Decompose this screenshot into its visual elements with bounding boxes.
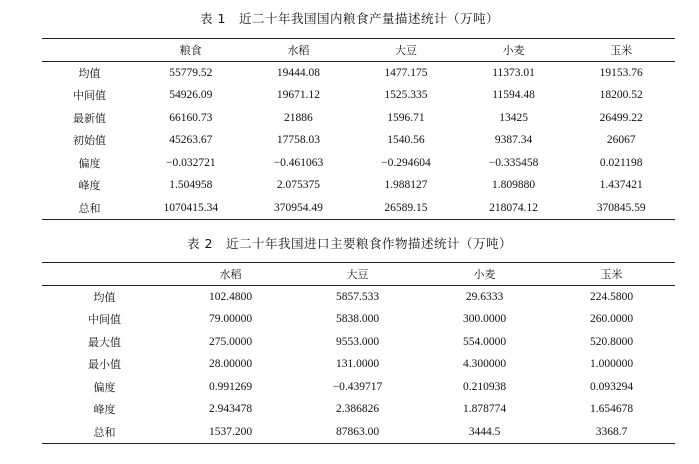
- row-label: 初始值: [73, 134, 106, 148]
- table-cell: −0.335458: [488, 156, 539, 169]
- row-label: 偏度: [93, 380, 116, 394]
- table-cell: 1525.335: [384, 89, 428, 102]
- table-cell: 300.0000: [462, 313, 507, 326]
- table-cell: 0.093294: [589, 380, 634, 393]
- table-row: [42, 197, 675, 220]
- table-cell: 45263.67: [169, 134, 213, 147]
- table-row: [42, 353, 675, 376]
- table-cell: 28.00000: [208, 358, 253, 371]
- table-cell: 11594.48: [492, 89, 535, 102]
- table-cell: 1.988127: [384, 179, 428, 192]
- table-cell: 1.504958: [169, 179, 213, 192]
- table-cell: 26067: [606, 134, 636, 147]
- table-cell: 11373.01: [492, 67, 535, 79]
- row-label: 最小值: [88, 358, 121, 372]
- table-cell: 13425: [499, 111, 528, 124]
- table-row: [42, 84, 675, 107]
- table-row: [42, 107, 675, 130]
- table1-column-header: 玉米: [567, 39, 675, 62]
- table-row: [42, 398, 675, 421]
- table1-corner-cell: [42, 39, 137, 62]
- table-cell: 17758.03: [276, 134, 320, 147]
- row-label: 峰度: [78, 179, 101, 193]
- table-cell: −0.461063: [273, 156, 324, 169]
- table2: [42, 262, 675, 444]
- table-cell: 66160.73: [169, 111, 213, 124]
- table-cell: 3368.7: [548, 421, 675, 444]
- table2-header-row: [42, 263, 675, 286]
- table2-corner-cell: [42, 263, 167, 286]
- table-cell: 102.4800: [208, 291, 253, 303]
- table1-header-row: [42, 39, 675, 62]
- table-cell: 3444.5: [421, 421, 548, 444]
- row-label: 最新值: [73, 111, 106, 125]
- table2-caption: 表 2 近二十年我国进口主要粮食作物描述统计（万吨）: [187, 236, 512, 251]
- table-cell: 0.021198: [599, 156, 643, 169]
- table-cell: 26499.22: [599, 111, 643, 124]
- table-cell: 5857.533: [335, 291, 380, 303]
- table-cell: 1.878774: [462, 403, 507, 416]
- table2-body: [42, 286, 675, 444]
- table-cell: 1070415.34: [137, 197, 245, 220]
- table-row: [42, 421, 675, 444]
- table-cell: 26589.15: [352, 197, 460, 220]
- table-cell: 1540.56: [387, 134, 425, 147]
- table1-header: [42, 39, 675, 62]
- table-cell: 4.300000: [462, 358, 507, 371]
- table-cell: 554.0000: [462, 335, 507, 348]
- table-cell: 1.000000: [589, 358, 634, 371]
- table-cell: 0.210938: [462, 380, 507, 393]
- table-cell: 131.0000: [335, 358, 380, 371]
- table-cell: 2.075375: [276, 179, 320, 192]
- table-cell: −0.294604: [381, 156, 431, 169]
- table-cell: 19671.12: [276, 89, 320, 102]
- table2-header: [42, 263, 675, 286]
- table2-column-header: 大豆: [294, 263, 421, 286]
- table-cell: 19444.08: [276, 67, 320, 79]
- table2-column-header: 小麦: [421, 263, 548, 286]
- table-cell: 9553.000: [335, 335, 380, 348]
- table1-column-header: 水稻: [245, 39, 353, 62]
- table-cell: 5838.000: [335, 313, 380, 326]
- table-row: [42, 286, 675, 309]
- row-label: 偏度: [78, 156, 101, 170]
- table2-column-header: 水稻: [167, 263, 294, 286]
- table-row: [42, 308, 675, 331]
- table-cell: 54926.09: [169, 89, 213, 102]
- row-label: 中间值: [88, 313, 121, 327]
- table-cell: 1477.175: [384, 67, 428, 79]
- table-cell: 275.0000: [208, 335, 253, 348]
- table-cell: 21886: [284, 111, 313, 124]
- row-label: 总和: [42, 421, 167, 444]
- table-row: [42, 174, 675, 197]
- table-row: [42, 331, 675, 354]
- table-cell: 0.991269: [208, 380, 253, 393]
- table2-column-header: 玉米: [548, 263, 675, 286]
- table-row: [42, 376, 675, 399]
- table1-caption: 表 1 近二十年我国国内粮食产量描述统计（万吨）: [200, 11, 499, 26]
- row-label: 峰度: [93, 403, 116, 417]
- table-row: [42, 62, 675, 85]
- row-label: 均值: [78, 67, 101, 80]
- row-label: 中间值: [73, 89, 106, 103]
- table-row: [42, 129, 675, 152]
- table-cell: −0.439717: [332, 380, 383, 393]
- table-cell: 1596.71: [387, 111, 425, 124]
- table-cell: 2.943478: [208, 403, 253, 416]
- table-cell: 1.809880: [492, 179, 536, 192]
- table-cell: −0.032721: [165, 156, 216, 169]
- table1-column-header: 小麦: [460, 39, 568, 62]
- table1-column-header: 大豆: [352, 39, 460, 62]
- table-cell: 18200.52: [599, 89, 643, 102]
- table-cell: 9387.34: [494, 134, 533, 147]
- table-cell: 55779.52: [169, 67, 213, 79]
- table-cell: 29.6333: [465, 291, 504, 303]
- table-cell: 2.386826: [335, 403, 380, 416]
- table-cell: 79.00000: [208, 313, 253, 326]
- row-label: 总和: [42, 197, 137, 220]
- table-cell: 1.654678: [589, 403, 634, 416]
- row-label: 最大值: [88, 335, 121, 349]
- table1-column-header: 粮食: [137, 39, 245, 62]
- table-row: [42, 152, 675, 175]
- table-cell: 370954.49: [245, 197, 353, 220]
- table-cell: 260.0000: [589, 313, 634, 326]
- table1-body: [42, 62, 675, 220]
- table-cell: 520.8000: [589, 335, 634, 348]
- table-cell: 370845.59: [567, 197, 675, 220]
- table-cell: 87863.00: [294, 421, 421, 444]
- table-cell: 19153.76: [599, 67, 643, 79]
- table-cell: 1.437421: [599, 179, 643, 192]
- row-label: 均值: [93, 291, 116, 304]
- table1: [42, 38, 675, 220]
- table-cell: 218074.12: [460, 197, 568, 220]
- table-cell: 224.5800: [589, 291, 634, 303]
- table-cell: 1537.200: [167, 421, 294, 444]
